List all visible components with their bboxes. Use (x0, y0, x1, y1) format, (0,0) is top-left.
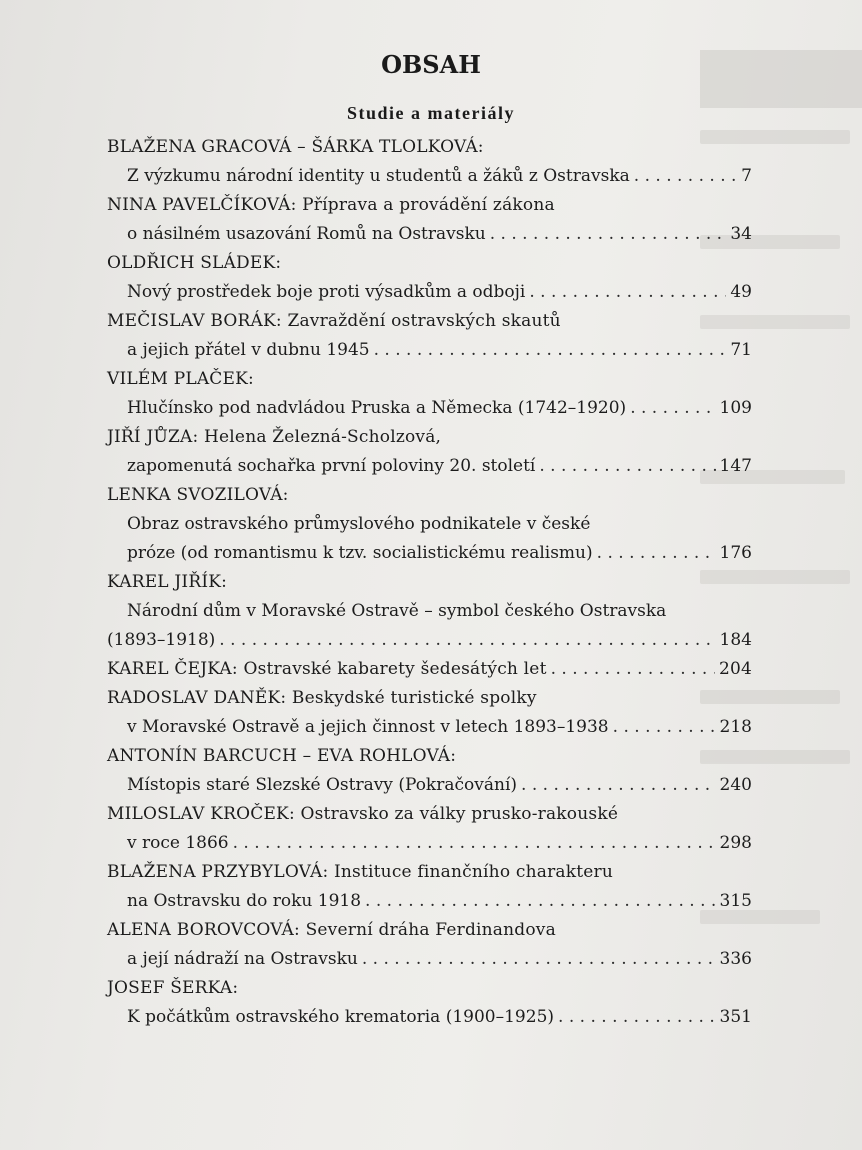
toc-line-with-page (107, 657, 752, 681)
dot-leader (558, 1005, 716, 1029)
toc-author-line: JOSEF ŠERKA: (107, 978, 239, 998)
page-number: 351 (719, 1007, 752, 1027)
toc-line-with-page (127, 280, 752, 304)
dot-leader (521, 773, 716, 797)
show-through-line (700, 570, 850, 584)
page-number: 315 (719, 891, 752, 911)
toc-author-line: BLAŽENA GRACOVÁ – ŠÁRKA TLOLKOVÁ: (107, 137, 484, 157)
toc-line-with-page (127, 831, 752, 855)
dot-leader (630, 396, 715, 420)
toc-author-line: VILÉM PLAČEK: (107, 369, 254, 389)
toc-line-with-page (127, 541, 752, 565)
toc-author-line: BLAŽENA PRZYBYLOVÁ: Instituce finančního charakteru (107, 862, 613, 882)
toc-title-line: a její nádraží na Ostravsku (127, 949, 358, 969)
page-number: 49 (730, 282, 752, 302)
toc-line-with-page (107, 628, 752, 652)
page-number: 204 (718, 659, 752, 679)
toc-title-line: (1893–1918) (107, 630, 216, 650)
toc-title-line: Z výzkumu národní identity u studentů a žáků z Ostravska (127, 166, 630, 186)
toc-line-with-page (127, 773, 752, 797)
toc-author-line: MILOSLAV KROČEK: Ostravsko za války prusko-rakouské (107, 804, 619, 824)
page-number: 240 (719, 775, 752, 795)
toc-title-line: v roce 1866 (127, 833, 229, 853)
toc-title-line: a jejich přátel v dubnu 1945 (127, 340, 370, 360)
dot-leader (490, 222, 727, 246)
toc-line-with-page (127, 396, 752, 420)
dot-leader (551, 657, 715, 681)
toc-author-line: OLDŘICH SLÁDEK: (107, 253, 282, 273)
show-through-shadow (700, 50, 862, 1150)
page-number: 71 (730, 340, 752, 360)
toc-line-with-page (127, 222, 752, 246)
show-through-line (700, 750, 850, 764)
toc-title-line: próze (od romantismu k tzv. socialistickému realismu) (127, 543, 593, 563)
page-number: 7 (741, 166, 752, 186)
page-title: OBSAH (381, 50, 481, 79)
toc-title-line: Hlučínsko pod nadvládou Pruska a Německa (1742–1920) (127, 398, 627, 418)
toc-line-with-page (127, 947, 752, 971)
toc-author-line: KAREL JIŘÍK: (107, 572, 228, 592)
toc-author-line: ALENA BOROVCOVÁ: Severní dráha Ferdinandova (107, 920, 556, 940)
toc-title-line: K počátkům ostravského krematoria (1900–1925) (127, 1007, 555, 1027)
toc-line-with-page (127, 454, 752, 478)
dot-leader (597, 541, 716, 565)
toc-line-with-page (127, 715, 752, 739)
toc-title-line: o násilném usazování Romů na Ostravsku (127, 224, 486, 244)
page-number: 336 (719, 949, 752, 969)
page-number: 184 (719, 630, 752, 650)
dot-leader (362, 947, 716, 971)
page-number: 218 (719, 717, 752, 737)
toc-line-with-page (127, 889, 752, 913)
show-through-line (700, 690, 840, 704)
dot-leader (613, 715, 716, 739)
page-number: 147 (719, 456, 752, 476)
toc-line-with-page (127, 338, 752, 362)
dot-leader (539, 454, 715, 478)
toc-title-line: Nový prostředek boje proti výsadkům a odboji (127, 282, 526, 302)
toc-author-line: MEČISLAV BORÁK: Zavraždění ostravských skautů (107, 311, 561, 331)
dot-leader (529, 280, 726, 304)
toc-title-line: na Ostravsku do roku 1918 (127, 891, 362, 911)
dot-leader (634, 164, 737, 188)
toc-line-with-page (127, 1005, 752, 1029)
toc-author-line: ANTONÍN BARCUCH – EVA ROHLOVÁ: (107, 746, 457, 766)
toc-author-line: JIŘÍ JŮZA: Helena Železná-Scholzová, (107, 427, 442, 447)
toc-title-line: v Moravské Ostravě a jejich činnost v letech 1893–1938 (127, 717, 609, 737)
toc-author-line: RADOSLAV DANĚK: Beskydské turistické spolky (107, 688, 537, 708)
toc-title-line: zapomenutá sochařka první poloviny 20. století (127, 456, 536, 476)
section-heading: Studie a materiály (347, 103, 515, 123)
show-through-line (700, 315, 850, 329)
dot-leader (233, 831, 716, 855)
page-number: 176 (719, 543, 752, 563)
page-number: 109 (719, 398, 752, 418)
toc-author-line: KAREL ČEJKA: Ostravské kabarety šedesátých let (107, 659, 547, 679)
dot-leader (365, 889, 716, 913)
toc-title-line: Obraz ostravského průmyslového podnikatele v české (127, 514, 591, 534)
toc-title-line: Národní dům v Moravské Ostravě – symbol českého Ostravska (127, 601, 667, 621)
page-number: 298 (719, 833, 752, 853)
page-number: 34 (730, 224, 752, 244)
show-through-line (700, 130, 850, 144)
toc-line-with-page (127, 164, 752, 188)
toc-author-line: NINA PAVELČÍKOVÁ: Příprava a provádění zákona (107, 195, 555, 215)
dot-leader (374, 338, 727, 362)
toc-title-line: Místopis staré Slezské Ostravy (Pokračování) (127, 775, 518, 795)
dot-leader (219, 628, 715, 652)
toc-author-line: LENKA SVOZILOVÁ: (107, 485, 289, 505)
